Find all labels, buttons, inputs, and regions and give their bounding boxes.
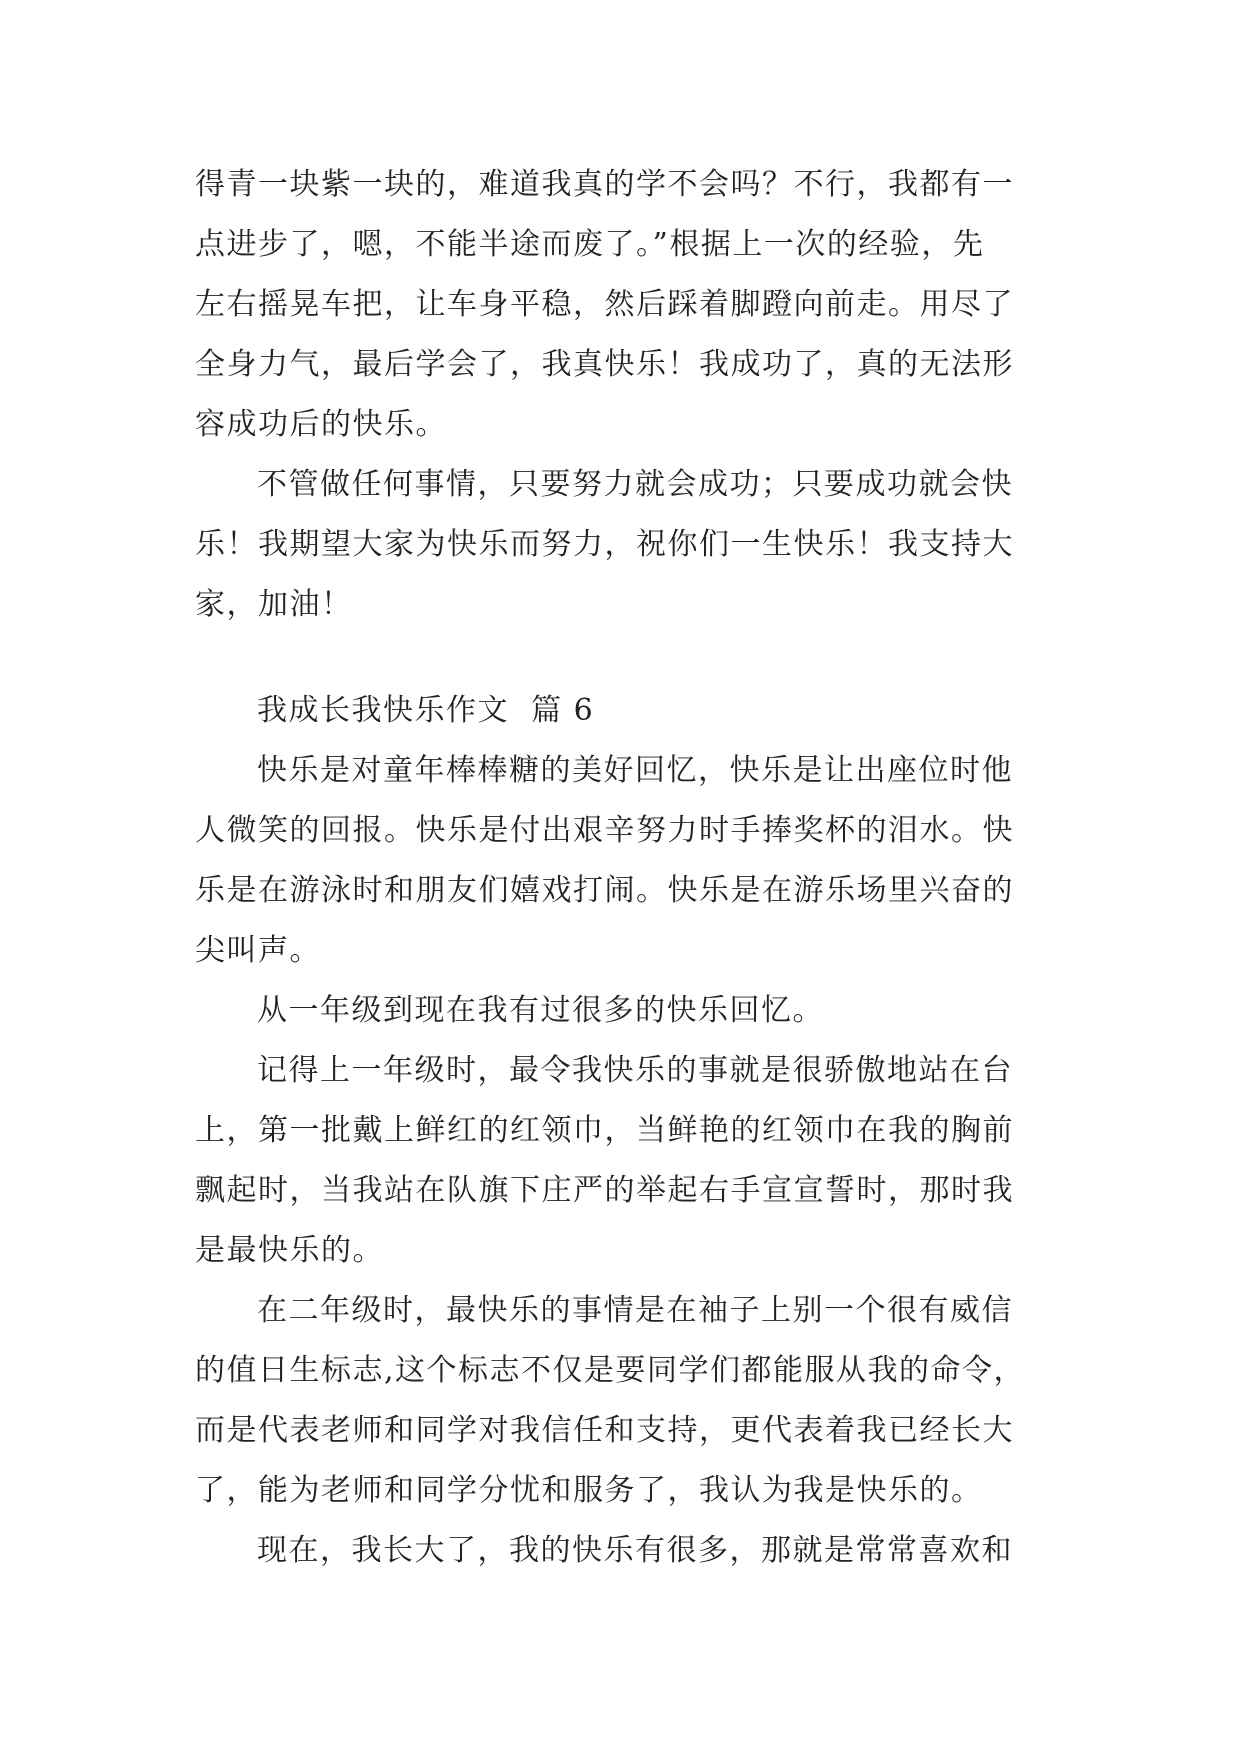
paragraph-line: 而是代表老师和同学对我信任和支持，更代表着我已经长大 [195,1413,1014,1448]
paragraph-line: 左右摇晃车把，让车身平稳，然后踩着脚蹬向前走。用尽了 [195,287,1014,322]
paragraph-line: 人微笑的回报。快乐是付出艰辛努力时手捧奖杯的泪水。快 [195,813,1014,848]
paragraph-line: 乐！我期望大家为快乐而努力，祝你们一生快乐！我支持大 [195,527,1014,562]
paragraph-line: 的值日生标志,这个标志不仅是要同学们都能服从我的命令， [195,1353,1026,1388]
paragraph-line: 上，第一批戴上鲜红的红领巾，当鲜艳的红领巾在我的胸前 [195,1113,1014,1148]
continuation-paragraph [195,155,1055,455]
paragraph-line: 全身力气，最后学会了，我真快乐！我成功了，真的无法形 [195,347,1014,382]
paragraph-line: 从一年级到现在我有过很多的快乐回忆。 [257,993,824,1028]
paragraph-line: 快乐是对童年棒棒糖的美好回忆，快乐是让出座位时他 [257,753,1013,788]
closing-paragraph [195,455,1055,635]
paragraph [195,1521,1055,1581]
paragraph-line: 点进步了，嗯，不能半途而废了。”根据上一次的经验，先 [195,227,985,262]
paragraph [195,741,1055,981]
paragraph-line: 在二年级时，最快乐的事情是在袖子上别一个很有威信 [257,1293,1013,1328]
paragraph-line: 不管做任何事情，只要努力就会成功；只要成功就会快 [257,467,1013,502]
section-heading: 我成长我快乐作文 篇 6 [257,693,595,728]
paragraph-line: 了，能为老师和同学分忧和服务了，我认为我是快乐的。 [195,1473,983,1508]
paragraph-line: 飘起时，当我站在队旗下庄严的举起右手宣宣誓时，那时我 [195,1173,1014,1208]
paragraph-line: 得青一块紫一块的，难道我真的学不会吗？不行，我都有一 [195,167,1014,202]
paragraph-line: 家，加油！ [195,587,353,622]
paragraph [195,1041,1055,1281]
paragraph [195,1281,1055,1521]
paragraph-line: 记得上一年级时，最令我快乐的事就是很骄傲地站在台 [257,1053,1013,1088]
paragraph-line: 容成功后的快乐。 [195,407,447,442]
paragraph [195,981,1055,1041]
paragraph-line: 乐是在游泳时和朋友们嬉戏打闹。快乐是在游乐场里兴奋的 [195,873,1014,908]
paragraph-line: 现在，我长大了，我的快乐有很多，那就是常常喜欢和 [257,1533,1013,1568]
paragraph-line: 尖叫声。 [195,933,321,968]
section-body [195,741,1055,1581]
section-heading-block [195,681,1055,741]
paragraph-line: 是最快乐的。 [195,1233,384,1268]
